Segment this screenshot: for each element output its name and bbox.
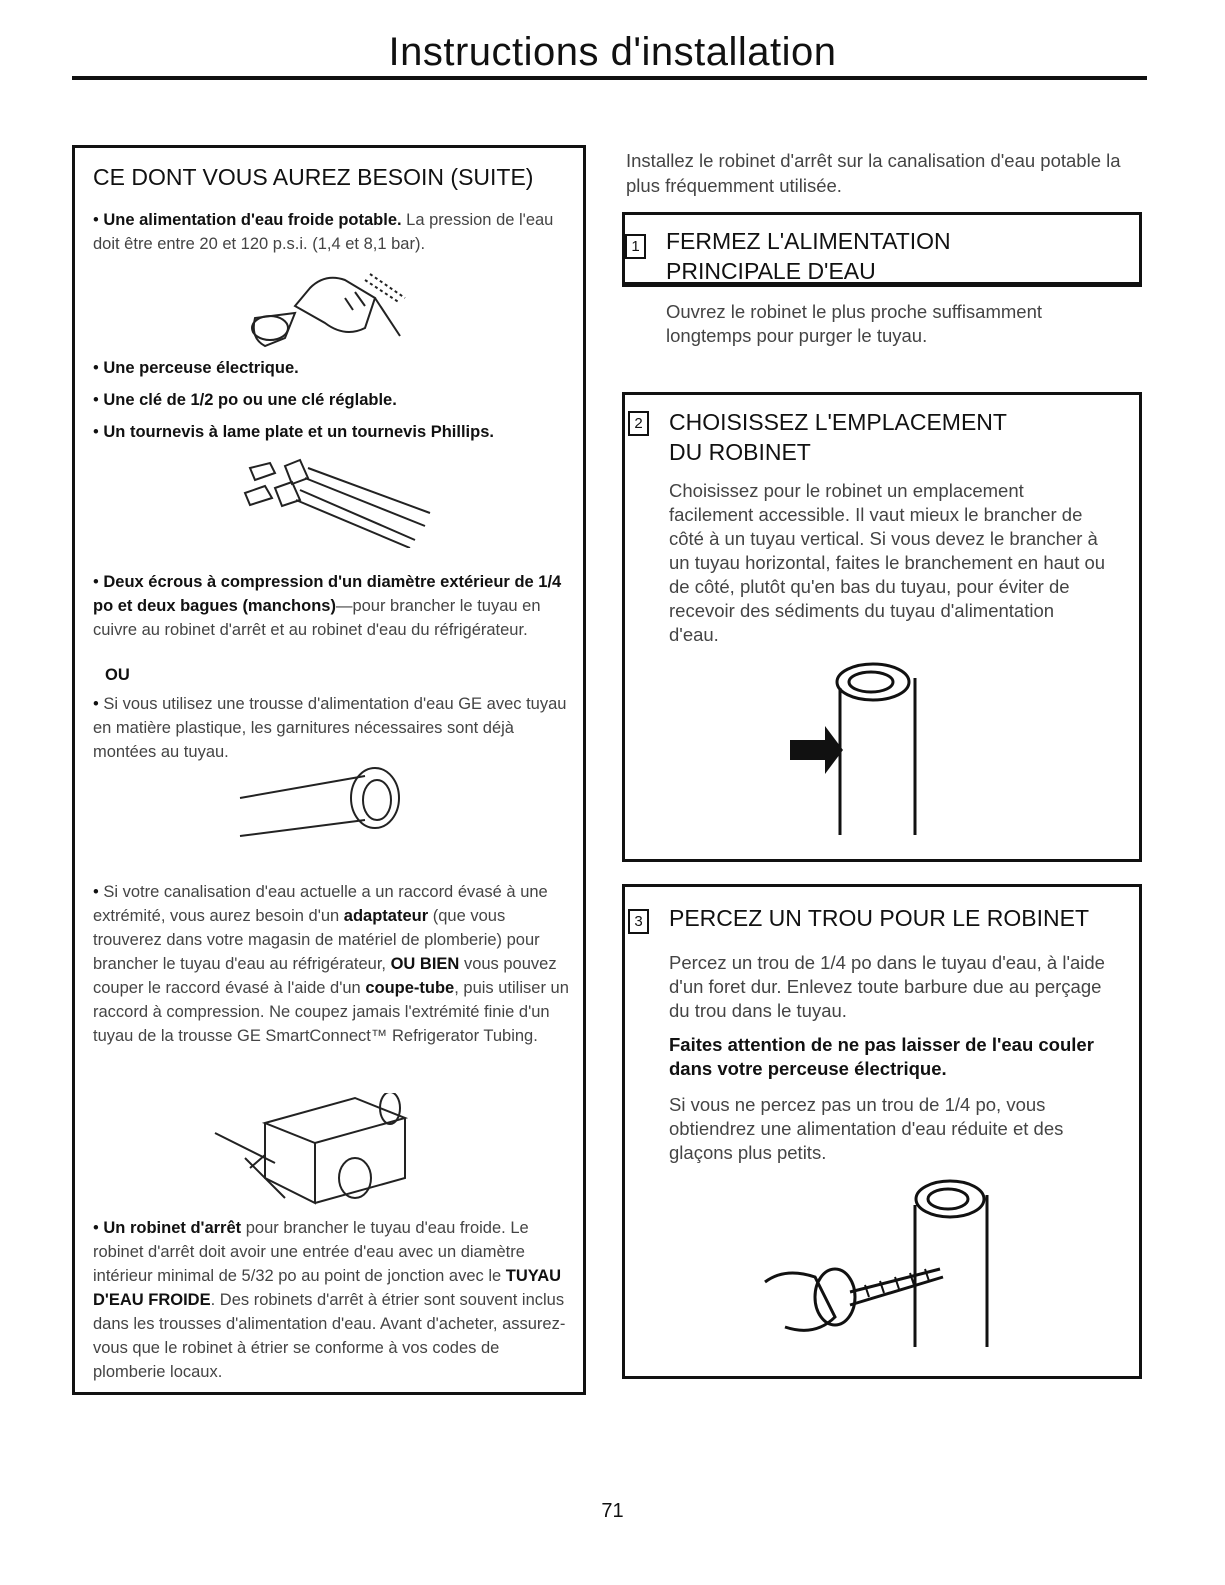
step-number: 2 bbox=[628, 411, 649, 436]
drill-illustration bbox=[225, 258, 415, 358]
item-text: pour brancher le tuyau d'eau froide. Le robinet d'arrêt doit avoir une entrée d'eau avec un diamètre intérieur minimal de 5/32 po au point de jonction avec le bbox=[93, 1219, 529, 1285]
item-bold: OU BIEN bbox=[390, 955, 460, 973]
drill-pipe-illustration bbox=[755, 1177, 1015, 1357]
list-item: • Si votre canalisation d'eau actuelle a un raccord évasé à une extrémité, vous aurez besoin d'un adaptateur (que vous trouverez dans votre magasin de matériel de plomberie) pour brancher le tuyau d'eau au réfrigérateur, OU BIEN vous pouvez couper le raccord évasé à l'aide d'un coupe-tube, puis utiliser un raccord à compression. Ne coupez jamais l'extrémité finie d'un tuyau de la trousse GE SmartConnect™ Refrigerator Tubing. bbox=[93, 883, 569, 1045]
item-bold: coupe-tube bbox=[365, 979, 455, 997]
item-bold: Un robinet d'arrêt bbox=[103, 1219, 242, 1237]
step-3 bbox=[622, 884, 1142, 1379]
plastic-tubing-illustration bbox=[235, 758, 415, 848]
supplies-heading: CE DONT VOUS AUREZ BESOIN (SUITE) bbox=[93, 164, 534, 190]
item-bold: Un tournevis à lame plate et un tournevis Phillips. bbox=[103, 423, 494, 441]
step-1-frame bbox=[622, 212, 1142, 287]
item-text: vous pouvez couper le raccord évasé à l'aide d'un bbox=[93, 955, 557, 997]
step-heading-line: FERMEZ L'ALIMENTATION bbox=[666, 228, 951, 254]
item-text: (que vous trouverez dans votre magasin de matériel de plomberie) pour brancher le tuyau d'eau au réfrigérateur, bbox=[93, 907, 540, 973]
item-bold: TUYAU D'EAU FROIDE bbox=[93, 1267, 562, 1309]
list-item: • Deux écrous à compression d'un diamètre extérieur de 1/4 po et deux bagues (manchons)—pour brancher le tuyau en cuivre au robinet d'arrêt et au robinet d'eau du réfrigérateur. bbox=[93, 573, 562, 639]
item-bold: Une perceuse électrique. bbox=[103, 359, 299, 377]
vertical-pipe-illustration bbox=[785, 660, 935, 840]
shutoff-valve-illustration bbox=[205, 1093, 425, 1208]
item-text: , puis utiliser un raccord à compression. Ne coupez jamais l'extrémité finie d'un tuyau de la trousse GE SmartConnect™ Refrigerator Tubing. bbox=[93, 979, 569, 1045]
supplies-box bbox=[72, 145, 586, 1395]
list-item: • Une alimentation d'eau froide potable. La pression de l'eau doit être entre 20 et 120 p.s.i. (1,4 et 8,1 bar). bbox=[93, 211, 554, 253]
item-text: Si vous utilisez une trousse d'alimentation d'eau GE avec tuyau en matière plastique, les garnitures nécessaires sont déjà montées au tuyau. bbox=[93, 695, 567, 761]
item-text: La pression de l'eau doit être entre 20 et 120 p.s.i. (1,4 et 8,1 bar). bbox=[93, 211, 554, 253]
step-body: Ouvrez le robinet le plus proche suffisamment longtemps pour purger le tuyau. bbox=[666, 301, 1043, 346]
step-body-note: Si vous ne percez pas un trou de 1/4 po, vous obtiendrez une alimentation d'eau réduite et des glaçons plus petits. bbox=[669, 1094, 1064, 1163]
step-2 bbox=[622, 392, 1142, 862]
step-number: 3 bbox=[628, 909, 649, 934]
title-rule bbox=[72, 76, 1147, 80]
page-number: 71 bbox=[601, 1500, 624, 1522]
or-label: OU bbox=[105, 666, 130, 684]
list-item: • Un robinet d'arrêt pour brancher le tuyau d'eau froide. Le robinet d'arrêt doit avoir une entrée d'eau avec un diamètre intérieur minimal de 5/32 po au point de jonction avec le TUYAU D'EAU FROIDE. Des robinets d'arrêt à étrier sont souvent inclus dans les trousses d'alimentation d'eau. Avant d'acheter, assurez-vous que le robinet à étrier se conforme à vos codes de plomberie locaux. bbox=[93, 1219, 566, 1381]
step-heading: PERCEZ UN TROU POUR LE ROBINET bbox=[669, 905, 1090, 931]
step-number: 1 bbox=[625, 234, 646, 259]
step-body: Percez un trou de 1/4 po dans le tuyau d'eau, à l'aide d'un foret dur. Enlevez toute barbure due au perçage du trou dans le tuyau. bbox=[669, 952, 1105, 1021]
step-warning: Faites attention de ne pas laisser de l'eau couler dans votre perceuse électrique. bbox=[669, 1034, 1094, 1079]
item-bold: Deux écrous à compression d'un diamètre extérieur de 1/4 po et deux bagues (manchons) bbox=[93, 573, 562, 615]
page-title: Instructions d'installation bbox=[388, 30, 837, 74]
step-heading bbox=[669, 407, 1007, 467]
item-text: —pour brancher le tuyau en cuivre au robinet d'arrêt et au robinet d'eau du réfrigérateur. bbox=[93, 597, 541, 639]
step-heading-line: PRINCIPALE D'EAU bbox=[666, 258, 876, 284]
step-heading-line: CHOISISSEZ L'EMPLACEMENT bbox=[669, 409, 1007, 435]
item-bold: adaptateur bbox=[343, 907, 429, 925]
list-item: • Une clé de 1/2 po ou une clé réglable. bbox=[93, 391, 397, 409]
item-bold: Une clé de 1/2 po ou une clé réglable. bbox=[103, 391, 397, 409]
list-item: • Un tournevis à lame plate et un tournevis Phillips. bbox=[93, 423, 494, 441]
item-text: Si votre canalisation d'eau actuelle a un raccord évasé à une extrémité, vous aurez besoin d'un bbox=[93, 883, 548, 925]
intro-text: Installez le robinet d'arrêt sur la canalisation d'eau potable la plus fréquemment utilisée. bbox=[626, 150, 1121, 196]
list-item: • Si vous utilisez une trousse d'alimentation d'eau GE avec tuyau en matière plastique, les garnitures nécessaires sont déjà montées au tuyau. bbox=[93, 695, 567, 761]
step-heading-line: DU ROBINET bbox=[669, 439, 811, 465]
item-bold: Une alimentation d'eau froide potable. bbox=[103, 211, 402, 229]
step-body: Choisissez pour le robinet un emplacement facilement accessible. Il vaut mieux le brancher de côté à un tuyau vertical. Si vous devez le brancher à un tuyau horizontal, faites le branchement en haut ou de côté, plutôt qu'en bas du tuyau, pour éviter de recevoir des sédiments du tuyau d'alimentation d'eau. bbox=[669, 480, 1106, 645]
item-text: . Des robinets d'arrêt à étrier sont souvent inclus dans les trousses d'alimentation d'eau. Avant d'acheter, assurez-vous que le robinet à étrier se conforme à vos codes de plomberie locaux. bbox=[93, 1291, 566, 1381]
tubing-nuts-illustration bbox=[230, 448, 440, 548]
list-item: • Une perceuse électrique. bbox=[93, 359, 299, 377]
